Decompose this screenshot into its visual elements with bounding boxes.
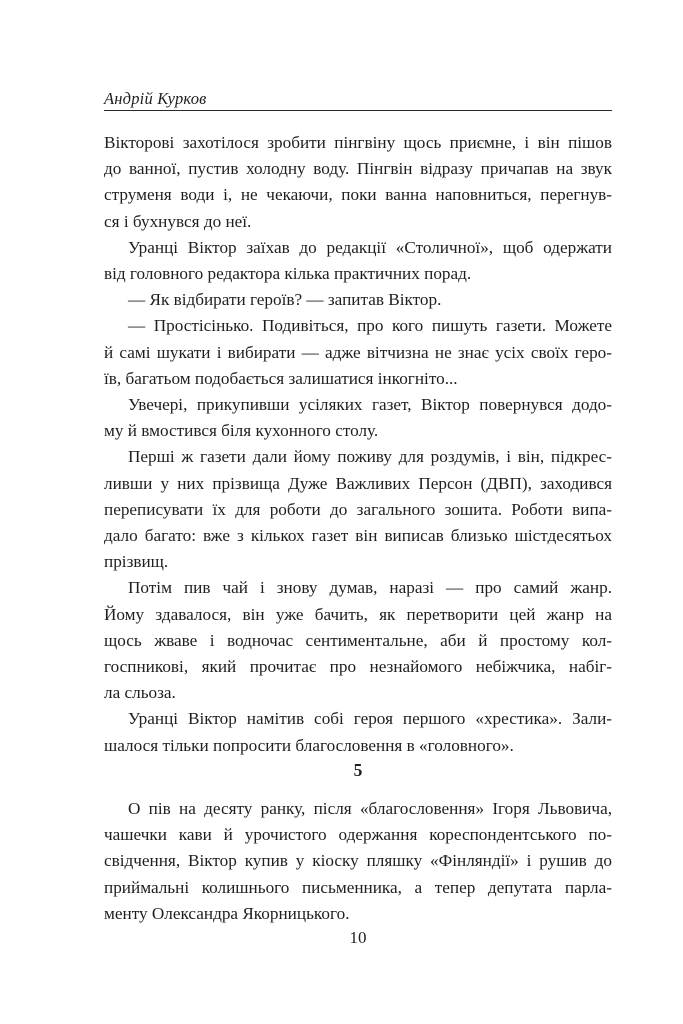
text-line: й самі шукати і вибирати — адже вітчизна не знає усіх своїх геро- (104, 342, 612, 362)
text-line: дало багато: вже з кількох газет він виписав близько шістдесятьох (104, 526, 612, 546)
text-line: — Як відбирати героїв? — запитав Віктор. (128, 290, 442, 310)
text-line: переписувати їх для роботи до загального зошита. Роботи випа- (104, 499, 612, 519)
text-line: свідчення, Віктор купив у кіоску пляшку «Фінляндії» і рушив до (104, 851, 612, 871)
paragraph (104, 575, 612, 706)
text-line: прізвищ. (104, 552, 169, 572)
text-line: щось жваве і водночас сентиментальне, аби й простому кол- (104, 630, 612, 650)
text-line: шалося тільки попросити благословення в «головного». (104, 735, 514, 755)
text-line: му й вмостився біля кухонного столу. (104, 421, 379, 441)
text-line: Потім пив чай і знову думав, наразі — про самий жанр. (128, 578, 612, 598)
text-line: Уранці Віктор намітив собі героя першого «хрестика». Зали- (128, 709, 612, 729)
text-line: Йому здавалося, він уже бачить, як перетворити цей жанр на (104, 604, 612, 624)
text-line: ливши у них прізвища Дуже Важливих Персон (ДВП), заходився (104, 473, 612, 493)
paragraph (104, 796, 612, 927)
chapter-body-text (104, 796, 612, 927)
text-line: приймальні колишнього письменника, а тепер депутата парла- (104, 877, 612, 897)
paragraph (104, 287, 612, 313)
paragraph (104, 130, 612, 235)
text-line: ла сльоза. (104, 683, 176, 703)
text-line: чашечки кави й урочистого одержання кореспондентського по- (104, 825, 612, 845)
header-rule (104, 110, 612, 111)
text-line: Вікторові захотілося зробити пінгвіну щось приємне, і він пішов (104, 133, 612, 152)
text-line: О пів на десяту ранку, після «благословення» Ігоря Львовича, (128, 799, 612, 818)
text-line: менту Олександра Якорницького. (104, 903, 350, 923)
text-line: госпникові, який прочитає про незнайомого небіжчика, набіг- (104, 657, 612, 677)
text-line: Увечері, прикупивши усіляких газет, Віктор повернувся додо- (128, 395, 612, 415)
chapter-number: 5 (353, 760, 363, 780)
paragraph (104, 313, 612, 392)
running-header-author: Андрій Курков (104, 89, 207, 108)
text-line: до ванної, пустив холодну воду. Пінгвін відразу причапав на звук (104, 159, 612, 179)
text-line: Перші ж газети дали йому поживу для роздумів, і він, підкрес- (128, 447, 612, 467)
paragraph (104, 235, 612, 287)
text-line: їв, багатьом подобається залишатися інкогніто... (104, 368, 458, 388)
page-number: 10 (349, 928, 367, 947)
paragraph (104, 444, 612, 575)
text-line: струменя води і, не чекаючи, поки ванна наповниться, перегнув- (104, 185, 612, 205)
text-line: від головного редактора кілька практичних порад. (104, 264, 472, 284)
text-line: Уранці Віктор заїхав до редакції «Столичної», щоб одержати (128, 237, 612, 257)
text-line: — Простісінько. Подивіться, про кого пишуть газети. Можете (128, 316, 612, 336)
paragraph (104, 706, 612, 758)
text-line: ся і бухнувся до неї. (104, 211, 252, 231)
body-text (104, 130, 612, 759)
paragraph (104, 392, 612, 444)
